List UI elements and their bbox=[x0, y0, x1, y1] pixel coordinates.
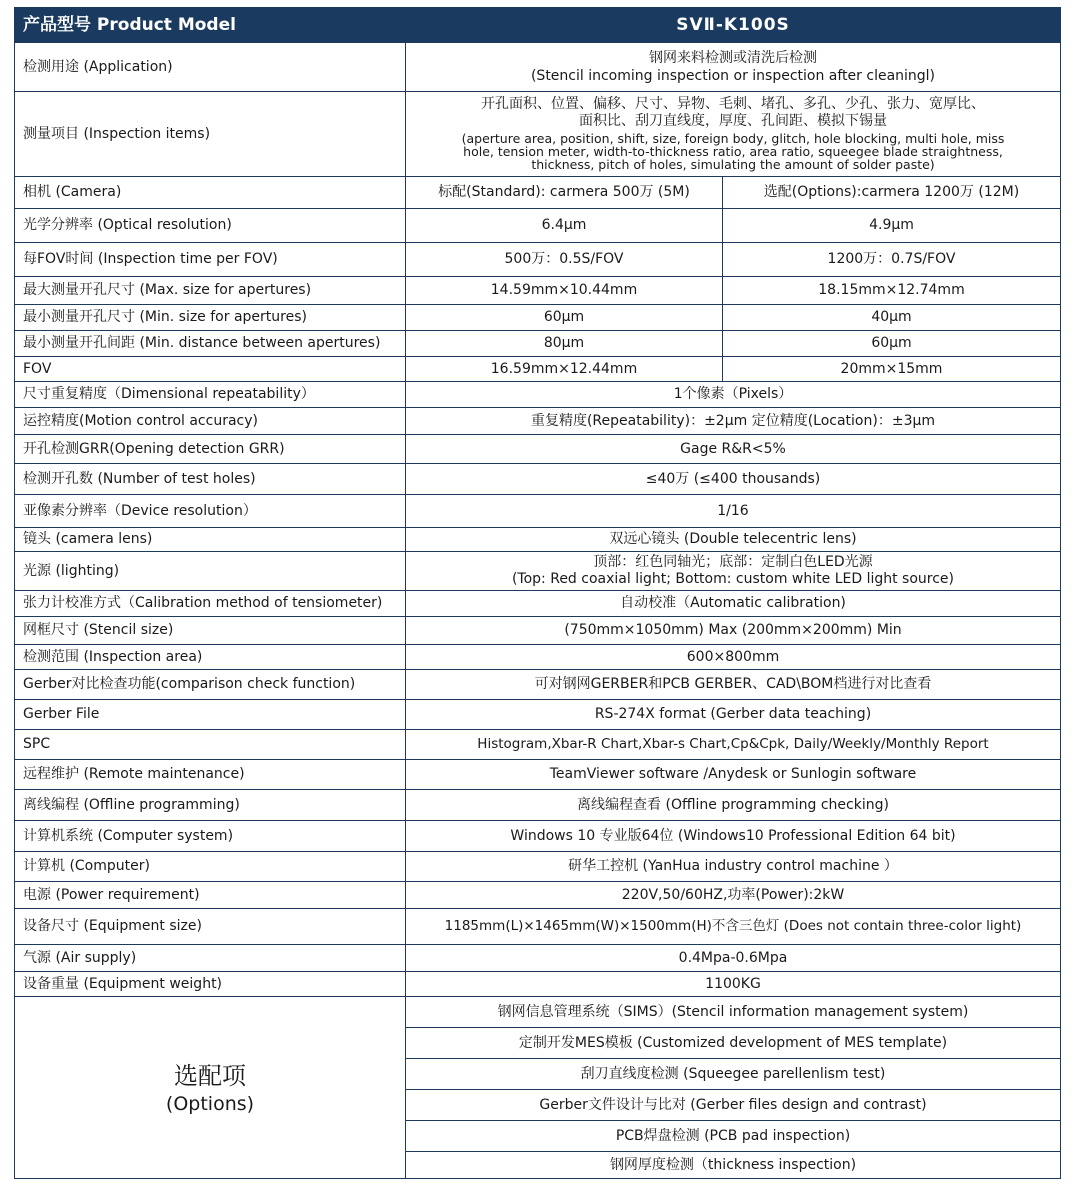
spec-row bbox=[15, 700, 1061, 730]
spec-value: Gage R&R<5% bbox=[406, 435, 1061, 464]
spec-value bbox=[406, 43, 1061, 92]
option-item: PCB焊盘检测 (PCB pad inspection) bbox=[406, 1121, 1061, 1152]
spec-row bbox=[15, 382, 1061, 408]
spec-value-options: 18.15mm×12.74mm bbox=[723, 277, 1061, 305]
spec-row-application bbox=[15, 43, 1061, 92]
spec-value-options: 4.9μm bbox=[723, 209, 1061, 243]
spec-value: 220V,50/60HZ,功率(Power):2kW bbox=[406, 882, 1061, 909]
spec-label: 光源 (lighting) bbox=[15, 552, 406, 591]
spec-label: 开孔检测GRR(Opening detection GRR) bbox=[15, 435, 406, 464]
spec-row bbox=[15, 528, 1061, 552]
spec-row bbox=[15, 617, 1061, 645]
spec-row-camera bbox=[15, 177, 1061, 209]
option-item: 钢网厚度检测（thickness inspection) bbox=[406, 1152, 1061, 1179]
spec-value-line: (Top: Red coaxial light; Bottom: custom white LED light source) bbox=[511, 571, 955, 587]
spec-value: Windows 10 专业版64位 (Windows10 Professional Edition 64 bit) bbox=[406, 821, 1061, 852]
spec-label: 亚像素分辨率（Device resolution） bbox=[15, 495, 406, 528]
spec-row bbox=[15, 760, 1061, 790]
spec-label: 运控精度(Motion control accuracy) bbox=[15, 408, 406, 435]
spec-value: 双远心镜头 (Double telecentric lens) bbox=[406, 528, 1061, 552]
spec-row bbox=[15, 670, 1061, 700]
spec-value-standard: 标配(Standard): carmera 500万 (5M) bbox=[406, 177, 723, 209]
spec-value-standard: 14.59mm×10.44mm bbox=[406, 277, 723, 305]
spec-value-options: 60μm bbox=[723, 331, 1061, 357]
spec-value: 600×800mm bbox=[406, 645, 1061, 670]
spec-label: 测量项目 (Inspection items) bbox=[15, 92, 406, 177]
spec-value-options: 选配(Options):carmera 1200万 (12M) bbox=[723, 177, 1061, 209]
spec-label: Gerber File bbox=[15, 700, 406, 730]
spec-row-time-per-fov bbox=[15, 243, 1061, 277]
spec-value-options: 1200万：0.7S/FOV bbox=[723, 243, 1061, 277]
spec-row bbox=[15, 591, 1061, 617]
spec-value-line: 面积比、刮刀直线度，厚度、孔间距、模拟下锡量 bbox=[579, 113, 887, 129]
option-item: Gerber文件设计与比对 (Gerber files design and contrast) bbox=[406, 1090, 1061, 1121]
spec-row-min-distance bbox=[15, 331, 1061, 357]
spec-label: 计算机 (Computer) bbox=[15, 852, 406, 882]
spec-row bbox=[15, 464, 1061, 495]
spec-value-line: (aperture area, position, shift, size, foreign body, glitch, hole blocking, multi hole, miss bbox=[461, 131, 1005, 146]
spec-row bbox=[15, 972, 1061, 997]
spec-value-line: thickness, pitch of holes, simulating the amount of solder paste) bbox=[531, 157, 935, 172]
spec-label: 最小测量开孔尺寸 (Min. size for apertures) bbox=[15, 305, 406, 331]
spec-row-max-aperture bbox=[15, 277, 1061, 305]
spec-row-min-aperture bbox=[15, 305, 1061, 331]
spec-value-standard: 6.4μm bbox=[406, 209, 723, 243]
spec-value-line: 开孔面积、位置、偏移、尺寸、异物、毛刺、堵孔、多孔、少孔、张力、宽厚比、 bbox=[481, 96, 985, 112]
option-item: 钢网信息管理系统（SIMS）(Stencil information management system) bbox=[406, 997, 1061, 1028]
header-row bbox=[15, 8, 1061, 43]
spec-label: 计算机系统 (Computer system) bbox=[15, 821, 406, 852]
spec-label: Gerber对比检查功能(comparison check function) bbox=[15, 670, 406, 700]
spec-value-standard: 80μm bbox=[406, 331, 723, 357]
spec-row-measurement bbox=[15, 92, 1061, 177]
spec-value bbox=[406, 92, 1061, 177]
spec-row bbox=[15, 882, 1061, 909]
spec-value-options: 20mm×15mm bbox=[723, 357, 1061, 382]
spec-value: 0.4Mpa-0.6Mpa bbox=[406, 945, 1061, 972]
spec-label: 尺寸重复精度（Dimensional repeatability） bbox=[15, 382, 406, 408]
spec-value: 可对钢网GERBER和PCB GERBER、CAD\BOM档进行对比查看 bbox=[406, 670, 1061, 700]
options-row bbox=[15, 997, 1061, 1028]
spec-row bbox=[15, 821, 1061, 852]
spec-value: ≤40万 (≤400 thousands) bbox=[406, 464, 1061, 495]
spec-row bbox=[15, 852, 1061, 882]
spec-value: 1185mm(L)×1465mm(W)×1500mm(H)不含三色灯 (Does not contain three-color light) bbox=[406, 909, 1061, 945]
spec-value: 1个像素（Pixels） bbox=[406, 382, 1061, 408]
spec-label: 最小测量开孔间距 (Min. distance between apertures) bbox=[15, 331, 406, 357]
spec-value-line: (Stencil incoming inspection or inspection after cleaningl) bbox=[530, 67, 936, 84]
spec-label: 离线编程 (Offline programming) bbox=[15, 790, 406, 821]
spec-value: 1/16 bbox=[406, 495, 1061, 528]
spec-value-standard: 500万：0.5S/FOV bbox=[406, 243, 723, 277]
spec-label: 设备重量 (Equipment weight) bbox=[15, 972, 406, 997]
spec-row bbox=[15, 645, 1061, 670]
spec-row bbox=[15, 945, 1061, 972]
spec-value: Histogram,Xbar-R Chart,Xbar-s Chart,Cp&Cpk, Daily/Weekly/Monthly Report bbox=[406, 730, 1061, 760]
spec-value-line: hole, tension meter, width-to-thickness ratio, area ratio, squeegee blade straightness, bbox=[463, 144, 1003, 159]
options-title: 选配项 bbox=[174, 1061, 246, 1090]
spec-value-standard: 16.59mm×12.44mm bbox=[406, 357, 723, 382]
spec-label: 气源 (Air supply) bbox=[15, 945, 406, 972]
spec-value: (750mm×1050mm) Max (200mm×200mm) Min bbox=[406, 617, 1061, 645]
spec-value-line: 钢网来料检测或清洗后检测 bbox=[649, 49, 817, 66]
spec-row bbox=[15, 790, 1061, 821]
spec-row-fov bbox=[15, 357, 1061, 382]
spec-label: 检测开孔数 (Number of test holes) bbox=[15, 464, 406, 495]
spec-value: TeamViewer software /Anydesk or Sunlogin software bbox=[406, 760, 1061, 790]
spec-label: SPC bbox=[15, 730, 406, 760]
spec-row-optical-resolution bbox=[15, 209, 1061, 243]
spec-value: 自动校准（Automatic calibration) bbox=[406, 591, 1061, 617]
spec-label: 检测范围 (Inspection area) bbox=[15, 645, 406, 670]
spec-value-options: 40μm bbox=[723, 305, 1061, 331]
spec-value: 重复精度(Repeatability)：±2μm 定位精度(Location)：±3μm bbox=[406, 408, 1061, 435]
spec-label: 最大测量开孔尺寸 (Max. size for apertures) bbox=[15, 277, 406, 305]
spec-label: 远程维护 (Remote maintenance) bbox=[15, 760, 406, 790]
spec-row bbox=[15, 495, 1061, 528]
spec-value-line: 顶部：红色同轴光；底部：定制白色LED光源 bbox=[593, 554, 873, 570]
spec-label: 相机 (Camera) bbox=[15, 177, 406, 209]
spec-value bbox=[406, 552, 1061, 591]
spec-label: 张力计校准方式（Calibration method of tensiometer) bbox=[15, 591, 406, 617]
spec-label: FOV bbox=[15, 357, 406, 382]
spec-label: 镜头 (camera lens) bbox=[15, 528, 406, 552]
model-name: SVⅡ-K100S bbox=[406, 8, 1061, 43]
spec-row bbox=[15, 435, 1061, 464]
option-item: 定制开发MES模板 (Customized development of MES template) bbox=[406, 1028, 1061, 1059]
spec-table bbox=[14, 7, 1061, 1179]
spec-row-lighting bbox=[15, 552, 1061, 591]
spec-value: RS-274X format (Gerber data teaching) bbox=[406, 700, 1061, 730]
spec-label: 检测用途 (Application) bbox=[15, 43, 406, 92]
spec-value-standard: 60μm bbox=[406, 305, 723, 331]
spec-label: 光学分辨率 (Optical resolution) bbox=[15, 209, 406, 243]
spec-label: 设备尺寸 (Equipment size) bbox=[15, 909, 406, 945]
spec-label: 电源 (Power requirement) bbox=[15, 882, 406, 909]
spec-value: 离线编程查看 (Offline programming checking) bbox=[406, 790, 1061, 821]
spec-label: 网框尺寸 (Stencil size) bbox=[15, 617, 406, 645]
spec-row bbox=[15, 909, 1061, 945]
spec-row bbox=[15, 730, 1061, 760]
options-heading-cell bbox=[15, 997, 406, 1179]
spec-value: 1100KG bbox=[406, 972, 1061, 997]
spec-row bbox=[15, 408, 1061, 435]
spec-value: 研华工控机 (YanHua industry control machine ） bbox=[406, 852, 1061, 882]
spec-label: 每FOV时间 (Inspection time per FOV) bbox=[15, 243, 406, 277]
header-label: 产品型号 Product Model bbox=[15, 8, 406, 43]
options-subtitle: (Options) bbox=[165, 1092, 255, 1115]
option-item: 刮刀直线度检测 (Squeegee parellenlism test) bbox=[406, 1059, 1061, 1090]
